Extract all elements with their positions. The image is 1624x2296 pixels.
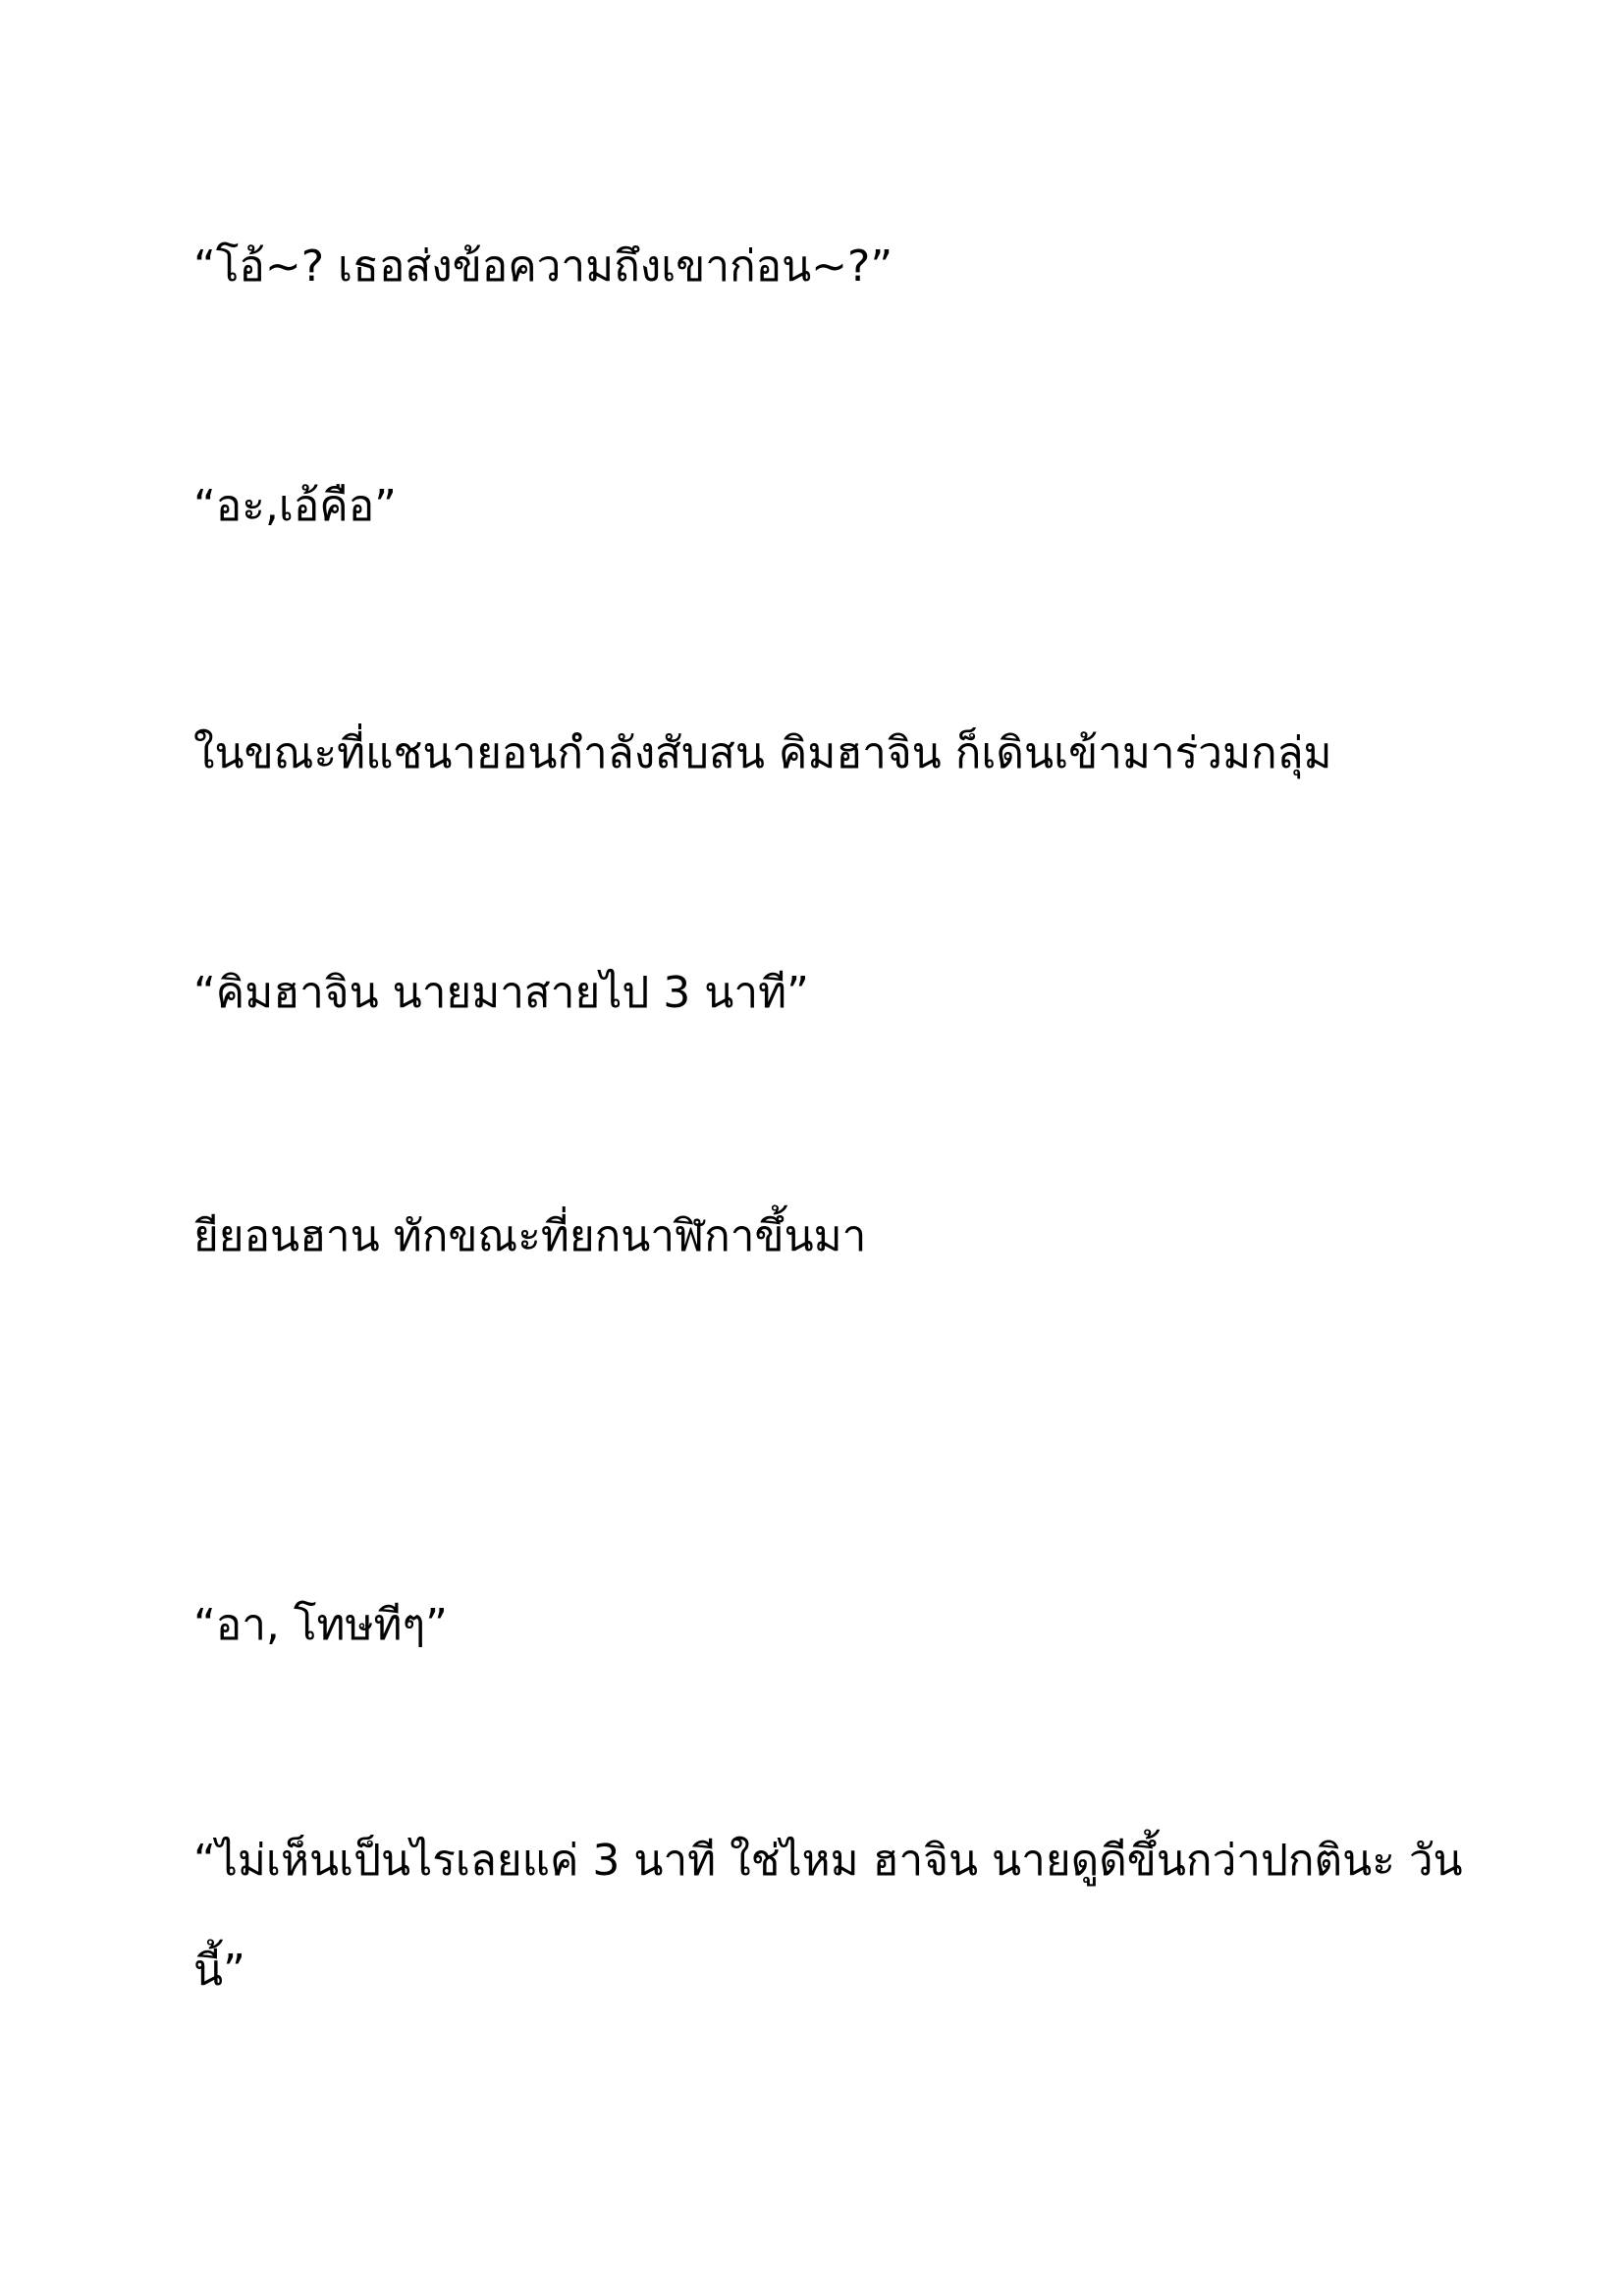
paragraph-dialogue: “อา, โทษทีๆ”: [193, 1600, 448, 1650]
paragraph-dialogue: “ไม่เห็นเป็นไรเลยแค่ 3 นาที ใช่ไหม ฮาจิน นายดูดีขึ้นกว่าปกตินะ วันนี้”: [193, 1836, 1463, 1996]
paragraph-dialogue: “คิมฮาจิน นายมาสายไป 3 นาที”: [193, 968, 809, 1018]
paragraph-dialogue: “อะ,เอ้คือ”: [193, 481, 397, 531]
paragraph-dialogue: “โอ้~? เธอส่งข้อความถึงเขาก่อน~?”: [193, 241, 893, 292]
paragraph-narration: ยียอนฮาน ทักขณะที่ยกนาฬิกาขึ้นมา: [193, 1211, 867, 1261]
paragraph-narration: ในขณะที่แชนายอนกำลังสับสน คิมฮาจิน ก็เดินเข้ามาร่วมกลุ่ม: [193, 728, 1332, 778]
